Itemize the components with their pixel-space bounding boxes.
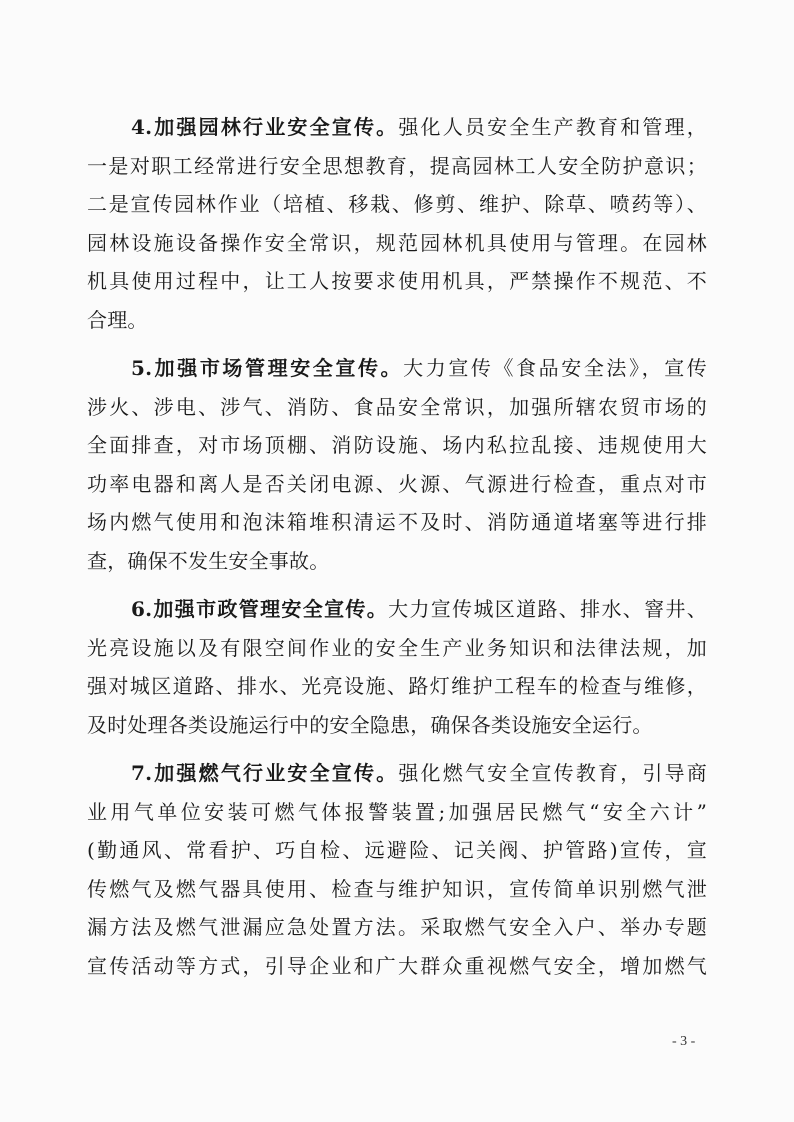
- paragraph-line: 一是对职工经常进行安全思想教育，提高园林工人安全防护意识；: [87, 153, 707, 178]
- section-heading: 4.加强园林行业安全宣传。: [131, 115, 399, 139]
- paragraph-line: 合理。: [87, 307, 148, 332]
- paragraph-text: 大力宣传城区道路、排水、窨井、: [388, 597, 708, 621]
- paragraph-line: (勤通风、常看护、巧自检、远避险、记关阀、护管路)宣传，宣: [87, 838, 707, 862]
- paragraph-line: 涉火、涉电、涉气、消防、食品安全常识，加强所辖农贸市场的: [87, 394, 707, 419]
- section-5: [87, 349, 707, 580]
- paragraph-first-line: [87, 590, 707, 629]
- section-6: [87, 590, 707, 744]
- section-4: [87, 108, 707, 339]
- page-number: - 3 -: [672, 1034, 696, 1049]
- paragraph-line: 宣传活动等方式，引导企业和广大群众重视燃气安全，增加燃气: [87, 953, 707, 978]
- paragraph-line: 漏方法及燃气泄漏应急处置方法。采取燃气安全入户、举办专题: [87, 915, 707, 939]
- paragraph-first-line: [87, 108, 707, 147]
- paragraph-line: 园林设施设备操作安全常识，规范园林机具使用与管理。在园林: [87, 230, 707, 255]
- paragraph-text: 强化人员安全生产教育和管理，: [398, 115, 707, 139]
- paragraph-line: 业用气单位安装可燃气体报警装置;加强居民燃气“安全六计”: [87, 799, 707, 824]
- paragraph-line: 场内燃气使用和泡沫箱堆积清运不及时、消防通道堵塞等进行排: [87, 510, 707, 534]
- paragraph-text: 强化燃气安全宣传教育，引导商: [398, 761, 707, 785]
- paragraph-line: 光亮设施以及有限空间作业的安全生产业务知识和法律法规，加: [87, 635, 707, 660]
- paragraph-line: 强对城区道路、排水、光亮设施、路灯维护工程车的检查与维修，: [87, 674, 707, 698]
- paragraph-text: 大力宣传《食品安全法》，宣传: [403, 356, 707, 380]
- section-heading: 7.加强燃气行业安全宣传。: [131, 761, 399, 785]
- paragraph-line: 功率电器和离人是否关闭电源、火源、气源进行检查，重点对市: [87, 471, 707, 496]
- paragraph-line: 及时处理各类设施运行中的安全隐患，确保各类设施安全运行。: [87, 712, 653, 737]
- section-heading: 6.加强市政管理安全宣传。: [131, 597, 389, 621]
- paragraph-line: 传燃气及燃气器具使用、检查与维护知识，宣传简单识别燃气泄: [87, 876, 707, 901]
- paragraph-line: 二是宣传园林作业（培植、移栽、修剪、维护、除草、喷药等）、: [87, 192, 707, 216]
- paragraph-first-line: [87, 349, 707, 388]
- section-7: [87, 754, 707, 985]
- paragraph-first-line: [87, 754, 707, 793]
- paragraph-line: 机具使用过程中，让工人按要求使用机具，严禁操作不规范、不: [87, 269, 707, 293]
- paragraph-line: 查，确保不发生安全事故。: [87, 548, 330, 573]
- section-heading: 5.加强市场管理安全宣传。: [131, 356, 404, 380]
- document-body: [87, 108, 707, 995]
- paragraph-line: 全面排查，对市场顶棚、消防设施、场内私拉乱接、违规使用大: [87, 433, 707, 457]
